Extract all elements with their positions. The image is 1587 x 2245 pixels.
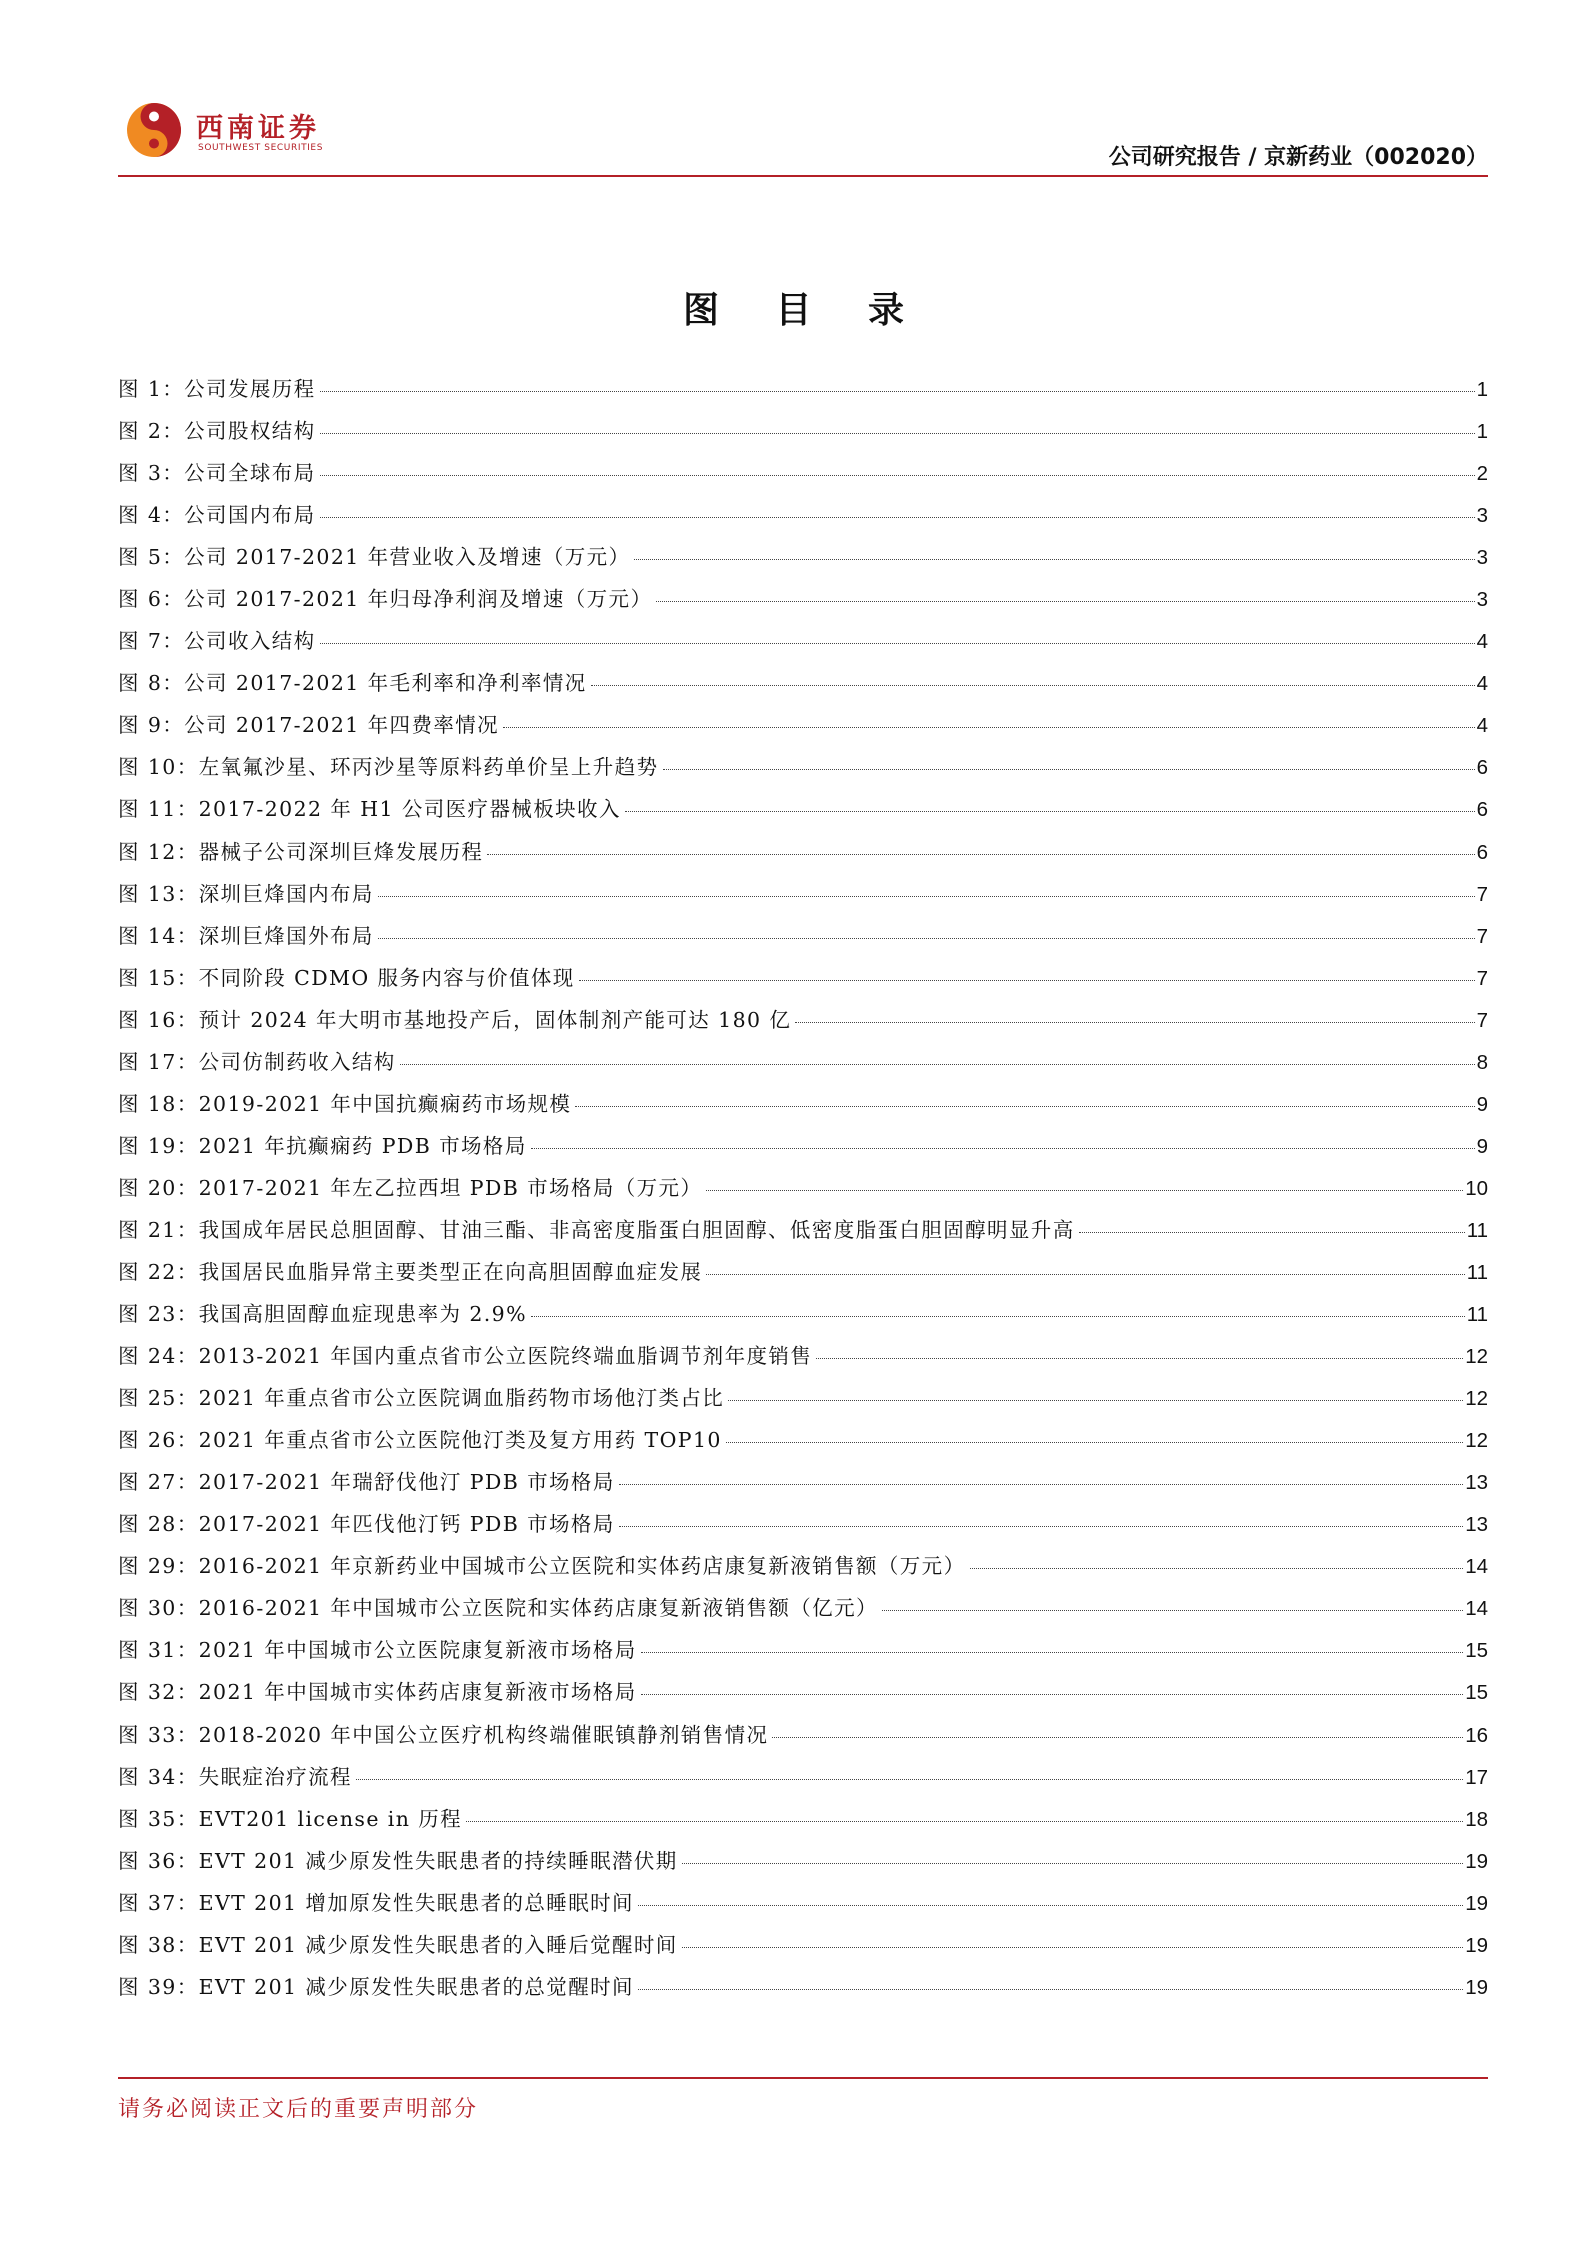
toc-entry[interactable] xyxy=(118,1423,1488,1465)
toc-entry-page-number[interactable]: 6 xyxy=(1476,840,1488,864)
toc-entry-page-number[interactable]: 9 xyxy=(1476,1134,1488,1158)
toc-entry-label[interactable]: 图 14：深圳巨烽国外布局 xyxy=(118,923,374,948)
toc-entry-page-number[interactable]: 4 xyxy=(1476,630,1488,654)
toc-entry-page-number[interactable]: 4 xyxy=(1476,672,1488,696)
toc-entry-page-number[interactable]: 11 xyxy=(1466,1303,1488,1327)
report-type-label: 公司研究报告 / 京新药业（002020） xyxy=(1108,145,1488,170)
toc-entry-label[interactable]: 图 32：2021 年中国城市实体药店康复新液市场格局 xyxy=(118,1680,637,1705)
toc-entry[interactable] xyxy=(118,414,1488,456)
toc-entry-page-number[interactable]: 14 xyxy=(1465,1597,1488,1621)
toc-entry-page-number[interactable]: 12 xyxy=(1465,1345,1488,1369)
toc-dot-leader xyxy=(625,811,1475,812)
toc-entry[interactable] xyxy=(118,1591,1488,1633)
toc-dot-leader xyxy=(706,1274,1464,1275)
toc-dot-leader xyxy=(816,1358,1463,1359)
toc-entry-label[interactable]: 图 28：2017-2021 年匹伐他汀钙 PDB 市场格局 xyxy=(118,1512,615,1537)
toc-dot-leader xyxy=(663,769,1475,770)
toc-entry-page-number[interactable]: 19 xyxy=(1465,1933,1488,1957)
toc-entry[interactable] xyxy=(118,1886,1488,1928)
toc-dot-leader xyxy=(378,938,1475,939)
toc-entry-page-number[interactable]: 11 xyxy=(1466,1218,1488,1242)
toc-entry[interactable] xyxy=(118,1171,1488,1213)
toc-entry[interactable] xyxy=(118,919,1488,961)
toc-entry-page-number[interactable]: 1 xyxy=(1476,378,1488,401)
toc-entry-page-number[interactable]: 10 xyxy=(1465,1176,1488,1200)
toc-entry-label[interactable]: 图 21：我国成年居民总胆固醇、甘油三酯、非高密度脂蛋白胆固醇、低密度脂蛋白胆固醇明显升高 xyxy=(118,1217,1075,1242)
toc-entry[interactable] xyxy=(118,1045,1488,1087)
toc-dot-leader xyxy=(591,685,1475,686)
toc-dot-leader xyxy=(320,433,1475,434)
toc-entry-label[interactable]: 图 10：左氧氟沙星、环丙沙星等原料药单价呈上升趋势 xyxy=(118,755,659,780)
toc-entry-label[interactable]: 图 17：公司仿制药收入结构 xyxy=(118,1049,396,1074)
toc-dot-leader xyxy=(531,1148,1475,1149)
toc-entry[interactable] xyxy=(118,1087,1488,1129)
toc-entry-page-number[interactable]: 6 xyxy=(1476,756,1488,780)
toc-entry-label[interactable]: 图 33：2018-2020 年中国公立医疗机构终端催眠镇静剂销售情况 xyxy=(118,1722,769,1747)
toc-entry-page-number[interactable]: 4 xyxy=(1476,714,1488,738)
toc-dot-leader xyxy=(1079,1232,1465,1233)
toc-entry[interactable] xyxy=(118,1928,1488,1970)
toc-entry-page-number[interactable]: 13 xyxy=(1465,1471,1488,1495)
toc-entry-page-number[interactable]: 16 xyxy=(1465,1723,1488,1747)
toc-entry-label[interactable]: 图 4：公司国内布局 xyxy=(118,503,316,528)
toc-dot-leader xyxy=(772,1737,1463,1738)
toc-entry[interactable] xyxy=(118,582,1488,624)
toc-entry[interactable] xyxy=(118,1297,1488,1339)
toc-entry[interactable] xyxy=(118,540,1488,582)
toc-dot-leader xyxy=(795,1022,1474,1023)
toc-dot-leader xyxy=(503,727,1475,728)
toc-dot-leader xyxy=(619,1526,1463,1527)
toc-entry-label[interactable]: 图 6：公司 2017-2021 年归母净利润及增速（万元） xyxy=(118,587,653,612)
toc-dot-leader xyxy=(378,896,1475,897)
toc-dot-leader xyxy=(487,854,1474,855)
toc-entry[interactable] xyxy=(118,1129,1488,1171)
toc-entry-label[interactable]: 图 29：2016-2021 年京新药业中国城市公立医院和实体药店康复新液销售额（万元） xyxy=(118,1554,966,1579)
logo-emblem-icon xyxy=(124,100,184,160)
toc-dot-leader xyxy=(320,391,1475,392)
toc-entry[interactable] xyxy=(118,1802,1488,1844)
toc-entry-label[interactable]: 图 35：EVT201 license in 历程 xyxy=(118,1806,463,1831)
toc-entry-page-number[interactable]: 3 xyxy=(1476,504,1488,528)
toc-dot-leader xyxy=(682,1863,1463,1864)
toc-entry[interactable] xyxy=(118,1675,1488,1717)
toc-entry-label[interactable]: 图 20：2017-2021 年左乙拉西坦 PDB 市场格局（万元） xyxy=(118,1175,703,1200)
toc-dot-leader xyxy=(641,1652,1464,1653)
toc-entry-label[interactable]: 图 5：公司 2017-2021 年营业收入及增速（万元） xyxy=(118,545,631,570)
toc-entry-page-number[interactable]: 7 xyxy=(1476,924,1488,948)
footer-divider xyxy=(118,2077,1488,2079)
toc-entry-label[interactable]: 图 9：公司 2017-2021 年四费率情况 xyxy=(118,713,500,738)
toc-entry-page-number[interactable]: 17 xyxy=(1465,1765,1488,1789)
header-divider xyxy=(118,175,1488,177)
toc-dot-leader xyxy=(531,1316,1465,1317)
toc-entry[interactable] xyxy=(118,1718,1488,1760)
toc-entry[interactable] xyxy=(118,1970,1488,2012)
toc-entry[interactable] xyxy=(118,1549,1488,1591)
toc-entry[interactable] xyxy=(118,877,1488,919)
toc-entry-page-number[interactable]: 3 xyxy=(1476,588,1488,612)
toc-entry-page-number[interactable]: 3 xyxy=(1476,546,1488,570)
company-logo xyxy=(118,96,348,166)
toc-entry[interactable] xyxy=(118,961,1488,1003)
toc-dot-leader xyxy=(882,1610,1463,1611)
toc-entry-page-number[interactable]: 12 xyxy=(1465,1387,1488,1411)
toc-dot-leader xyxy=(320,475,1475,476)
toc-entry[interactable] xyxy=(118,1507,1488,1549)
toc-entry-label[interactable]: 图 3：公司全球布局 xyxy=(118,461,316,486)
toc-entry[interactable] xyxy=(118,1213,1488,1255)
toc-entry-page-number[interactable]: 14 xyxy=(1465,1555,1488,1579)
logo-english-name: SOUTHWEST SECURITIES xyxy=(198,143,324,153)
toc-entry-page-number[interactable]: 2 xyxy=(1476,462,1488,486)
toc-entry-label[interactable]: 图 12：器械子公司深圳巨烽发展历程 xyxy=(118,839,484,864)
toc-entry-label[interactable]: 图 15：不同阶段 CDMO 服务内容与价值体现 xyxy=(118,965,575,990)
toc-entry-label[interactable]: 图 25：2021 年重点省市公立医院调血脂药物市场他汀类占比 xyxy=(118,1386,725,1411)
toc-entry-page-number[interactable]: 7 xyxy=(1476,882,1488,906)
toc-title: 图 目 录 xyxy=(682,290,927,331)
toc-entry[interactable] xyxy=(118,1760,1488,1802)
toc-dot-leader xyxy=(356,1779,1463,1780)
toc-entry-label[interactable]: 图 34：失眠症治疗流程 xyxy=(118,1764,352,1789)
toc-entry-label[interactable]: 图 8：公司 2017-2021 年毛利率和净利率情况 xyxy=(118,671,587,696)
toc-entry-label[interactable]: 图 2：公司股权结构 xyxy=(118,419,316,444)
footer-disclaimer: 请务必阅读正文后的重要声明部分 xyxy=(118,2097,479,2122)
toc-entry[interactable] xyxy=(118,624,1488,666)
toc-entry-label[interactable]: 图 16：预计 2024 年大明市基地投产后，固体制剂产能可达 180 亿 xyxy=(118,1007,792,1032)
toc-entry-page-number[interactable]: 15 xyxy=(1465,1639,1488,1663)
toc-dot-leader xyxy=(638,1989,1463,1990)
toc-entry-page-number[interactable]: 11 xyxy=(1466,1260,1488,1284)
toc-dot-leader xyxy=(682,1947,1463,1948)
toc-dot-leader xyxy=(466,1821,1463,1822)
toc-entry-page-number[interactable]: 7 xyxy=(1476,1008,1488,1032)
toc-dot-leader xyxy=(638,1905,1463,1906)
toc-entry-page-number[interactable]: 15 xyxy=(1465,1681,1488,1705)
toc-entry-label[interactable]: 图 24：2013-2021 年国内重点省市公立医院终端血脂调节剂年度销售 xyxy=(118,1344,813,1369)
toc-entry[interactable] xyxy=(118,498,1488,540)
toc-dot-leader xyxy=(728,1400,1463,1401)
toc-entry-page-number[interactable]: 19 xyxy=(1465,1891,1488,1915)
toc-entry[interactable] xyxy=(118,1003,1488,1045)
toc-entry-label[interactable]: 图 1：公司发展历程 xyxy=(118,377,316,401)
toc-entry-label[interactable]: 图 19：2021 年抗癫痫药 PDB 市场格局 xyxy=(118,1133,527,1158)
toc-dot-leader xyxy=(634,559,1474,560)
toc-dot-leader xyxy=(656,601,1474,602)
toc-entry[interactable] xyxy=(118,1381,1488,1423)
toc-entry-label[interactable]: 图 7：公司收入结构 xyxy=(118,629,316,654)
toc-entry-label[interactable]: 图 26：2021 年重点省市公立医院他汀类及复方用药 TOP10 xyxy=(118,1428,722,1453)
toc-entry-label[interactable]: 图 31：2021 年中国城市公立医院康复新液市场格局 xyxy=(118,1638,637,1663)
toc-entry-label[interactable]: 图 30：2016-2021 年中国城市公立医院和实体药店康复新液销售额（亿元） xyxy=(118,1596,878,1621)
toc-entry-page-number[interactable]: 6 xyxy=(1476,798,1488,822)
logo-chinese-name: 西南证券 xyxy=(196,113,320,144)
toc-dot-leader xyxy=(641,1694,1464,1695)
figure-table-of-contents xyxy=(118,372,1488,2012)
toc-entry[interactable] xyxy=(118,456,1488,498)
toc-entry-label[interactable]: 图 11：2017-2022 年 H1 公司医疗器械板块收入 xyxy=(118,797,621,822)
toc-entry-label[interactable]: 图 36：EVT 201 减少原发性失眠患者的持续睡眠潜伏期 xyxy=(118,1848,678,1873)
toc-entry[interactable] xyxy=(118,1465,1488,1507)
toc-dot-leader xyxy=(619,1484,1463,1485)
toc-entry-page-number[interactable]: 8 xyxy=(1476,1050,1488,1074)
toc-entry[interactable] xyxy=(118,1844,1488,1886)
toc-entry[interactable] xyxy=(118,666,1488,708)
toc-entry-page-number[interactable]: 18 xyxy=(1465,1807,1488,1831)
toc-entry-page-number[interactable]: 19 xyxy=(1465,1849,1488,1873)
toc-entry[interactable] xyxy=(118,1633,1488,1675)
toc-dot-leader xyxy=(579,980,1475,981)
toc-entry-page-number[interactable]: 12 xyxy=(1465,1429,1488,1453)
toc-entry-label[interactable]: 图 39：EVT 201 减少原发性失眠患者的总觉醒时间 xyxy=(118,1974,634,1999)
toc-entry-page-number[interactable]: 13 xyxy=(1465,1513,1488,1537)
toc-entry-label[interactable]: 图 13：深圳巨烽国内布局 xyxy=(118,881,374,906)
toc-dot-leader xyxy=(400,1064,1475,1065)
toc-dot-leader xyxy=(320,643,1475,644)
toc-entry-label[interactable]: 图 27：2017-2021 年瑞舒伐他汀 PDB 市场格局 xyxy=(118,1470,615,1495)
toc-dot-leader xyxy=(575,1106,1474,1107)
toc-dot-leader xyxy=(320,517,1475,518)
toc-entry-page-number[interactable]: 9 xyxy=(1476,1092,1488,1116)
toc-entry-page-number[interactable]: 1 xyxy=(1476,420,1488,444)
toc-entry-page-number[interactable]: 7 xyxy=(1476,966,1488,990)
toc-entry-page-number[interactable]: 19 xyxy=(1465,1975,1488,1999)
toc-entry[interactable] xyxy=(118,835,1488,877)
toc-entry-label[interactable]: 图 22：我国居民血脂异常主要类型正在向高胆固醇血症发展 xyxy=(118,1259,703,1284)
toc-dot-leader xyxy=(726,1442,1463,1443)
toc-entry[interactable] xyxy=(118,1339,1488,1381)
toc-entry-label[interactable]: 图 38：EVT 201 减少原发性失眠患者的入睡后觉醒时间 xyxy=(118,1932,678,1957)
toc-entry-label[interactable]: 图 37：EVT 201 增加原发性失眠患者的总睡眠时间 xyxy=(118,1890,634,1915)
toc-entry[interactable] xyxy=(118,372,1488,414)
toc-dot-leader xyxy=(970,1568,1464,1569)
toc-entry[interactable] xyxy=(118,1255,1488,1297)
toc-entry[interactable] xyxy=(118,750,1488,792)
toc-entry-label[interactable]: 图 23：我国高胆固醇血症现患率为 2.9% xyxy=(118,1302,527,1327)
toc-dot-leader xyxy=(706,1190,1463,1191)
toc-entry[interactable] xyxy=(118,792,1488,834)
toc-entry[interactable] xyxy=(118,708,1488,750)
toc-entry-label[interactable]: 图 18：2019-2021 年中国抗癫痫药市场规模 xyxy=(118,1091,572,1116)
page-header xyxy=(118,96,1488,182)
